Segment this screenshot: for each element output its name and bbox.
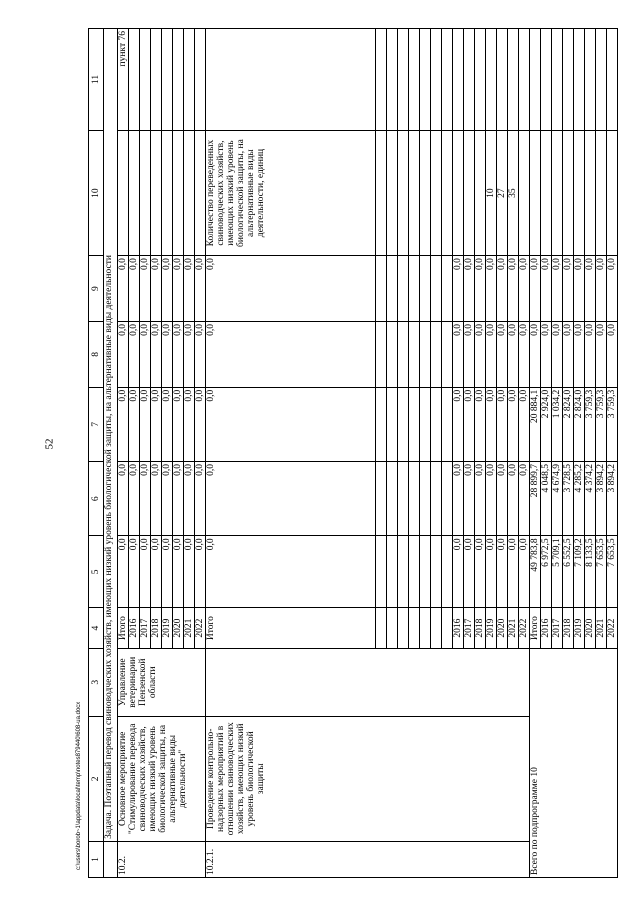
indicator-cell [596,130,607,255]
value-cell: 0,0 [184,256,195,322]
indicator-value: 27 [497,130,508,255]
year-cell: 2020 [585,608,596,648]
note-cell [140,29,151,131]
value-cell: 0,0 [129,462,140,536]
value-cell: 0,0 [195,462,206,536]
year-cell: Итого [206,608,376,648]
indicator-cell [184,130,195,255]
value-cell: 0,0 [497,321,508,387]
column-number: 10 [89,130,104,255]
value-cell: 4 048,5 [541,462,552,536]
empty-cell [431,462,442,536]
year-cell: 2020 [173,608,184,648]
empty-cell [409,462,420,536]
value-cell: 0,0 [151,387,162,461]
value-cell: 20 884,1 [530,387,541,461]
empty-cell [442,608,453,648]
value-cell: 5 709,1 [552,536,563,608]
value-cell: 1 034,2 [552,387,563,461]
empty-cell [431,130,442,255]
value-cell: 0,0 [453,256,464,322]
table-body [89,29,618,878]
item-note: пункт 76 [118,29,129,131]
value-cell: 0,0 [475,462,486,536]
value-cell: 0,0 [552,256,563,322]
value-cell: 0,0 [519,462,530,536]
year-cell: 2021 [508,608,519,648]
empty-cell [387,462,398,536]
empty-cell [431,256,442,322]
value-cell: 2 824,0 [574,387,585,461]
note-cell [162,29,173,131]
value-cell: 3 894,2 [607,462,618,536]
empty-cell [409,387,420,461]
value-cell: 0,0 [541,321,552,387]
indicator-cell [140,130,151,255]
value-cell: 0,0 [184,387,195,461]
empty-cell [442,321,453,387]
task-empty-cell [104,841,118,877]
note-cell [195,29,206,131]
value-cell: 49 783,8 [530,536,541,608]
empty-cell [398,608,409,648]
value-cell: 0,0 [475,321,486,387]
empty-cell [398,256,409,322]
value-cell: 0,0 [162,321,173,387]
value-cell: 0,0 [508,536,519,608]
empty-cell [409,256,420,322]
empty-cell [442,536,453,608]
empty-cell [420,462,431,536]
value-cell: 0,0 [585,321,596,387]
value-cell: 0,0 [206,256,376,322]
empty-cell [409,321,420,387]
empty-cell [409,130,420,255]
indicator-cell [195,130,206,255]
value-cell: 0,0 [195,387,206,461]
note-cell [486,29,497,131]
empty-cell [442,130,453,255]
year-cell: 2019 [574,608,585,648]
indicator-value: 35 [508,130,519,255]
column-number: 3 [89,648,104,716]
year-cell: 2018 [475,608,486,648]
empty-cell [387,321,398,387]
year-cell: 2018 [563,608,574,648]
indicator-value [519,130,530,255]
note-cell [596,29,607,131]
empty-cell [420,256,431,322]
value-cell: 0,0 [184,462,195,536]
year-cell: 2019 [162,608,173,648]
item-executor [206,648,530,716]
task-title: Задача. Поэтапный перевод свиноводческих хозяйств, имеющих низкий уровень биологической защиты, на альтернативные виды деятельности [104,29,118,842]
empty-cell [398,462,409,536]
value-cell: 7 653,5 [607,536,618,608]
column-number: 5 [89,536,104,608]
value-cell: 0,0 [475,387,486,461]
value-cell: 0,0 [508,387,519,461]
indicator-value [475,130,486,255]
empty-cell [398,387,409,461]
indicator-value: 10 [486,130,497,255]
column-number: 6 [89,462,104,536]
note-cell [497,29,508,131]
footer-path-text: c:\users\borob~1\appdata\local\temp\notes879440\608-ua.docx [76,701,82,870]
value-cell: 0,0 [464,536,475,608]
column-number: 8 [89,321,104,387]
note-cell [607,29,618,131]
value-cell: 7 109,2 [574,536,585,608]
note-cell [464,29,475,131]
empty-cell [442,462,453,536]
note-cell [173,29,184,131]
value-cell: 0,0 [195,536,206,608]
value-cell: 0,0 [519,256,530,322]
value-cell: 0,0 [195,256,206,322]
value-cell: 6 552,5 [563,536,574,608]
note-cell [552,29,563,131]
value-cell: 0,0 [486,256,497,322]
value-cell: 0,0 [453,387,464,461]
column-number: 2 [89,716,104,841]
empty-cell [431,608,442,648]
task-row [104,29,118,878]
value-cell: 2 924,0 [541,387,552,461]
column-number: 11 [89,29,104,131]
note-cell [129,29,140,131]
empty-cell [387,130,398,255]
column-number: 7 [89,387,104,461]
indicator-cell [607,130,618,255]
year-cell: 2020 [497,608,508,648]
indicator-cell [129,130,140,255]
year-cell: 2018 [151,608,162,648]
year-cell: 2016 [541,608,552,648]
indicator-cell [118,130,129,255]
empty-cell [398,130,409,255]
value-cell: 0,0 [118,256,129,322]
empty-cell [442,387,453,461]
value-cell: 0,0 [140,387,151,461]
value-cell: 0,0 [607,256,618,322]
empty-cell [387,387,398,461]
value-cell: 0,0 [475,536,486,608]
value-cell: 0,0 [140,536,151,608]
value-cell: 0,0 [475,256,486,322]
value-cell: 0,0 [486,387,497,461]
column-number: 4 [89,608,104,648]
value-cell: 0,0 [151,321,162,387]
value-cell: 0,0 [453,536,464,608]
value-cell: 0,0 [519,536,530,608]
note-cell [206,29,376,131]
value-cell: 0,0 [140,321,151,387]
value-cell: 0,0 [453,321,464,387]
year-cell: Итого [118,608,129,648]
value-cell: 0,0 [162,462,173,536]
value-cell: 0,0 [497,256,508,322]
value-cell: 4 674,9 [552,462,563,536]
note-cell [541,29,552,131]
value-cell: 0,0 [497,536,508,608]
value-cell: 0,0 [541,256,552,322]
value-cell: 0,0 [129,321,140,387]
year-cell: 2022 [195,608,206,648]
value-cell: 0,0 [118,321,129,387]
value-cell: 0,0 [585,256,596,322]
budget-table [88,28,618,878]
note-cell [508,29,519,131]
value-cell: 0,0 [497,387,508,461]
value-cell: 0,0 [206,387,376,461]
year-cell: 2016 [453,608,464,648]
value-cell: 0,0 [129,536,140,608]
page-number: 52 [43,438,56,450]
empty-cell [442,29,453,131]
value-cell: 0,0 [596,256,607,322]
value-cell: 0,0 [118,462,129,536]
value-cell: 0,0 [184,536,195,608]
table-row [206,29,376,878]
empty-cell [431,29,442,131]
value-cell: 0,0 [497,462,508,536]
empty-cell [387,256,398,322]
value-cell: 0,0 [519,387,530,461]
value-cell: 7 653,5 [596,536,607,608]
empty-cell [398,321,409,387]
empty-cell [431,536,442,608]
value-cell: 0,0 [486,536,497,608]
empty-cell [420,536,431,608]
table-row [118,29,129,878]
subprogram-total-label: Всего по подпрограмме 10 [530,648,618,877]
value-cell: 0,0 [162,256,173,322]
note-cell [563,29,574,131]
value-cell: 4 285,2 [574,462,585,536]
value-cell: 0,0 [140,462,151,536]
empty-cell [409,608,420,648]
value-cell: 0,0 [173,387,184,461]
note-cell [519,29,530,131]
value-cell: 6 972,5 [541,536,552,608]
year-cell: 2021 [596,608,607,648]
empty-cell [398,536,409,608]
year-cell: 2019 [486,608,497,648]
empty-cell [387,608,398,648]
empty-cell [409,29,420,131]
value-cell: 0,0 [184,321,195,387]
table-row [530,29,541,878]
value-cell: 0,0 [464,387,475,461]
empty-cell [387,536,398,608]
value-cell: 0,0 [464,462,475,536]
indicator-cell [162,130,173,255]
value-cell: 0,0 [530,321,541,387]
note-cell [585,29,596,131]
item-name: Проведение контрольно-надзорных мероприятий в отношении свиноводческих хозяйств, имеющих низкий уровень биологической защиты [206,716,530,841]
indicator-value [464,130,475,255]
value-cell: 0,0 [162,387,173,461]
value-cell: 0,0 [140,256,151,322]
item-number: 10.2.1. [206,841,530,877]
value-cell: 0,0 [508,321,519,387]
year-cell: 2022 [519,608,530,648]
column-number: 9 [89,256,104,322]
empty-cell [420,29,431,131]
note-cell [574,29,585,131]
empty-cell [420,387,431,461]
budget-table-rotated [88,28,618,878]
value-cell: 0,0 [563,321,574,387]
indicator-cell [530,130,541,255]
value-cell: 0,0 [151,536,162,608]
note-cell [453,29,464,131]
value-cell: 0,0 [530,256,541,322]
value-cell: 0,0 [129,256,140,322]
empty-cell [409,536,420,608]
value-cell: 0,0 [552,321,563,387]
empty-cell [376,130,387,255]
footer-path [76,701,82,871]
year-cell: 2017 [552,608,563,648]
empty-cell [376,536,387,608]
empty-cell [376,256,387,322]
empty-cell [376,321,387,387]
empty-cell [431,321,442,387]
empty-cell [420,130,431,255]
value-cell: 0,0 [596,321,607,387]
empty-cell [376,462,387,536]
empty-cell [431,387,442,461]
empty-cell [420,321,431,387]
indicator-cell [151,130,162,255]
indicator-cell [541,130,552,255]
year-cell: 2017 [140,608,151,648]
value-cell: 3 894,2 [596,462,607,536]
value-cell: 0,0 [464,256,475,322]
indicator-cell [585,130,596,255]
value-cell: 0,0 [151,256,162,322]
year-cell: 2022 [607,608,618,648]
empty-cell [387,29,398,131]
note-cell [151,29,162,131]
value-cell: 0,0 [173,321,184,387]
value-cell: 0,0 [486,321,497,387]
value-cell: 0,0 [574,256,585,322]
value-cell: 0,0 [508,462,519,536]
item-executor: Управление ветеринарии Пензенской области [118,648,206,716]
value-cell: 0,0 [508,256,519,322]
indicator-description: Количество переведенных свиноводческих хозяйств, имеющих низкий уровень биологической защиты, на альтернативные виды деятельности, единиц [206,130,376,255]
note-cell [184,29,195,131]
header-row [89,29,104,878]
indicator-cell [574,130,585,255]
empty-cell [376,29,387,131]
value-cell: 0,0 [519,321,530,387]
empty-cell [376,608,387,648]
value-cell: 0,0 [453,462,464,536]
indicator-cell [563,130,574,255]
indicator-cell [173,130,184,255]
value-cell: 3 728,5 [563,462,574,536]
column-number: 1 [89,841,104,877]
value-cell: 3 759,3 [607,387,618,461]
year-cell: 2021 [184,608,195,648]
value-cell: 2 824,0 [563,387,574,461]
value-cell: 0,0 [162,536,173,608]
value-cell: 0,0 [563,256,574,322]
empty-cell [442,256,453,322]
value-cell: 0,0 [129,387,140,461]
item-name: Основное мероприятие "Стимулирование перевода свиноводческих хозяйств, имеющих низкий уровень биологической защиты, на альтернативные виды деятельности" [118,716,206,841]
empty-cell [376,387,387,461]
value-cell: 0,0 [195,321,206,387]
value-cell: 4 374,2 [585,462,596,536]
indicator-cell [552,130,563,255]
year-cell: 2016 [129,608,140,648]
value-cell: 0,0 [574,321,585,387]
value-cell: 0,0 [206,321,376,387]
value-cell: 0,0 [206,462,376,536]
value-cell: 28 899,7 [530,462,541,536]
value-cell: 0,0 [173,462,184,536]
value-cell: 0,0 [173,536,184,608]
value-cell: 0,0 [206,536,376,608]
value-cell: 0,0 [173,256,184,322]
item-number: 10.2. [118,841,206,877]
value-cell: 0,0 [118,387,129,461]
value-cell: 0,0 [486,462,497,536]
note-cell [530,29,541,131]
indicator-value [453,130,464,255]
empty-cell [420,608,431,648]
value-cell: 0,0 [151,462,162,536]
note-cell [475,29,486,131]
value-cell: 0,0 [464,321,475,387]
year-cell: 2017 [464,608,475,648]
year-cell: Итого [530,608,541,648]
value-cell: 3 759,3 [596,387,607,461]
value-cell: 3 759,3 [585,387,596,461]
value-cell: 8 133,5 [585,536,596,608]
value-cell: 0,0 [607,321,618,387]
empty-cell [398,29,409,131]
value-cell: 0,0 [118,536,129,608]
